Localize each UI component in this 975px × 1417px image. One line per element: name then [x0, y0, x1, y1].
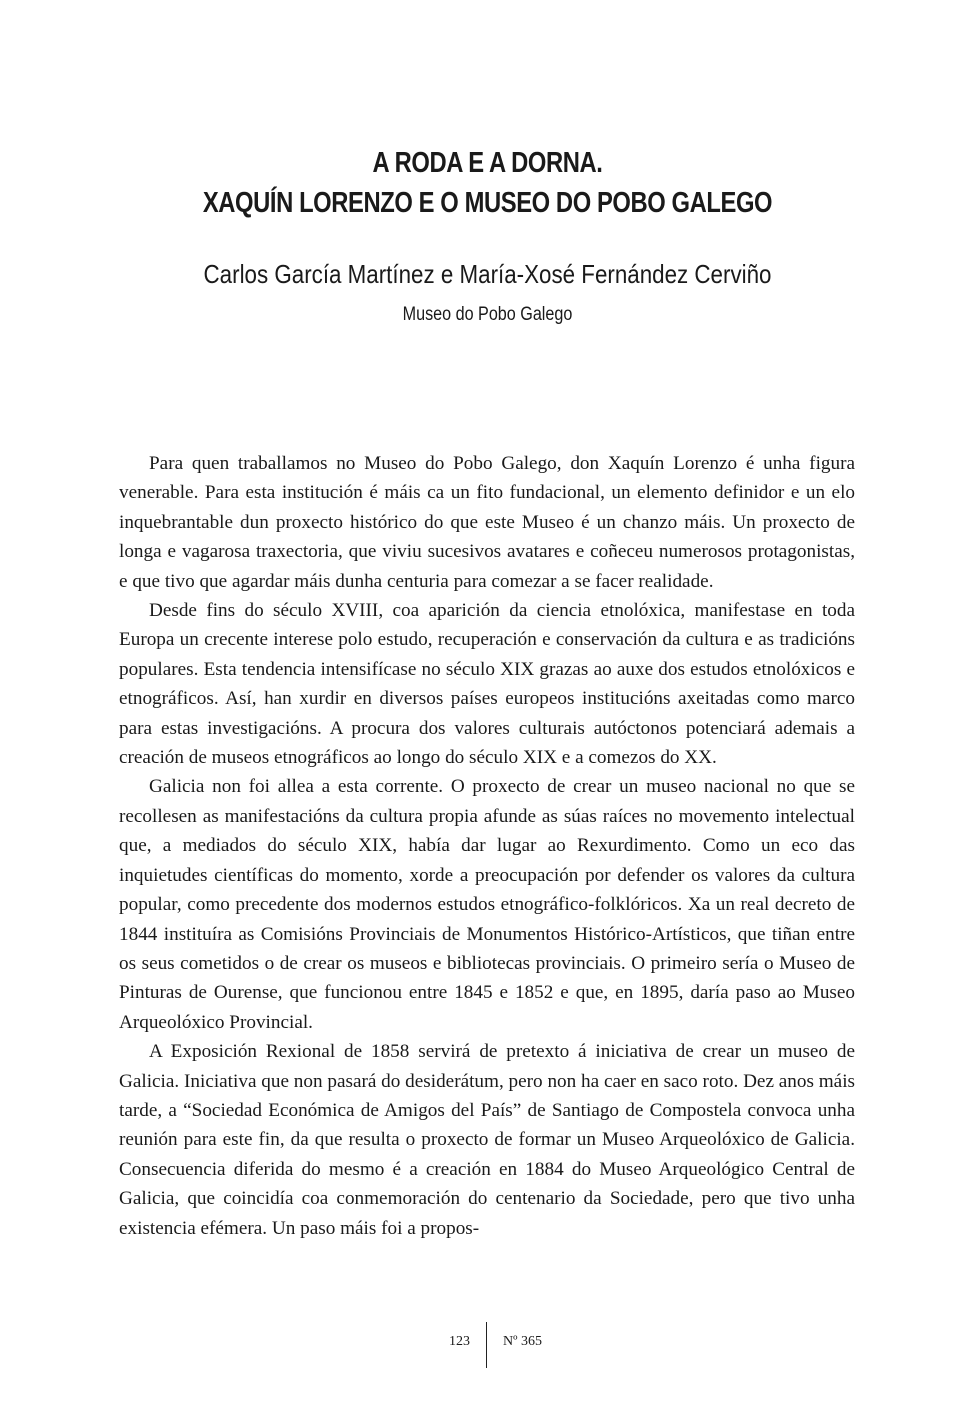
title-line-2: XAQUÍN LORENZO E O MUSEO DO POBO GALEGO — [202, 187, 773, 219]
paragraph-4: A Exposición Rexional de 1858 servirá de pretexto á iniciativa de crear un museo de Galicia. Iniciativa que non pasará do desiderátum, pero non ha caer en saco roto. Dez anos máis tarde, a “Sociedad Económica de Amigos del País” de Santiago de Compostela convoca unha reunión para este fin, da que resulta o proxecto de formar un Museo Arqueolóxico de Galicia. Consecuencia diferida do mesmo é a creación en 1884 do Museo Arqueológico Central de Galicia, que coincidía coa conmemoración do centenario da Sociedade, pero que tivo unha existencia efémera. Un paso máis foi a propos- — [119, 1041, 855, 1239]
title-line-1: A RODA E A DORNA. — [372, 147, 603, 179]
article-body — [119, 449, 855, 1243]
page-footer — [0, 1322, 975, 1370]
article-title — [0, 143, 975, 223]
footer-divider — [486, 1322, 487, 1368]
paragraph-3: Galicia non foi allea a esta corrente. O proxecto de crear un museo nacional no que se recollesen as manifestacións da cultura propia afunde as súas raíces no movemento intelectual que, a mediados do século XIX, había dar lugar ao Rexurdimento. Como un eco das inquietudes científicas do momento, xorde a preocupación por defender os valores da cultura popular, como precedente dos modernos estudos etnográfico-folklóricos. Xa un real decreto de 1844 instituíra as Comisións Provinciais de Monumentos Histórico-Artísticos, que tiñan entre os seus cometidos o de crear os museos e bibliotecas provinciais. O primeiro sería o Museo de Pinturas de Ourense, que funcionou entre 1845 e 1852 e que, en 1895, daría paso ao Museo Arqueolóxico Provincial. — [119, 776, 855, 1033]
author-affiliation: Museo do Pobo Galego — [402, 304, 573, 325]
paragraph-2: Desde fins do século XVIII, coa aparición da ciencia etnolóxica, manifestase en toda Europa un crecente interese polo estudo, recuperación e conservación da cultura e as tradicións populares. Esta tendencia intensifícase no século XIX grazas ao auxe dos estudos etnolóxicos e etnográficos. Así, han xurdir en diversos países europeos institucións axeitadas como marco para estas investigacións. A procura dos valores culturais autóctonos potenciará ademais a creación de museos etnográficos ao longo do século XIX e a comezos do XX. — [119, 600, 855, 769]
page-number: 123 — [449, 1334, 470, 1349]
article-authors: Carlos García Martínez e María-Xosé Fernández Cerviño — [203, 259, 772, 289]
issue-number: Nº 365 — [503, 1334, 542, 1349]
paragraph-1: Para quen traballamos no Museo do Pobo Galego, don Xaquín Lorenzo é unha figura venerable. Para esta institución é máis ca un fito fundacional, un elemento definidor e un elo inquebrantable dun proxecto histórico do que este Museo é un chanzo máis. Un proxecto de longa e vagarosa traxectoria, que viviu sucesivos avatares e coñeceu numerosos protagonistas, e que tivo que agardar máis dunha centuria para comezar a se facer realidade. — [119, 453, 855, 592]
